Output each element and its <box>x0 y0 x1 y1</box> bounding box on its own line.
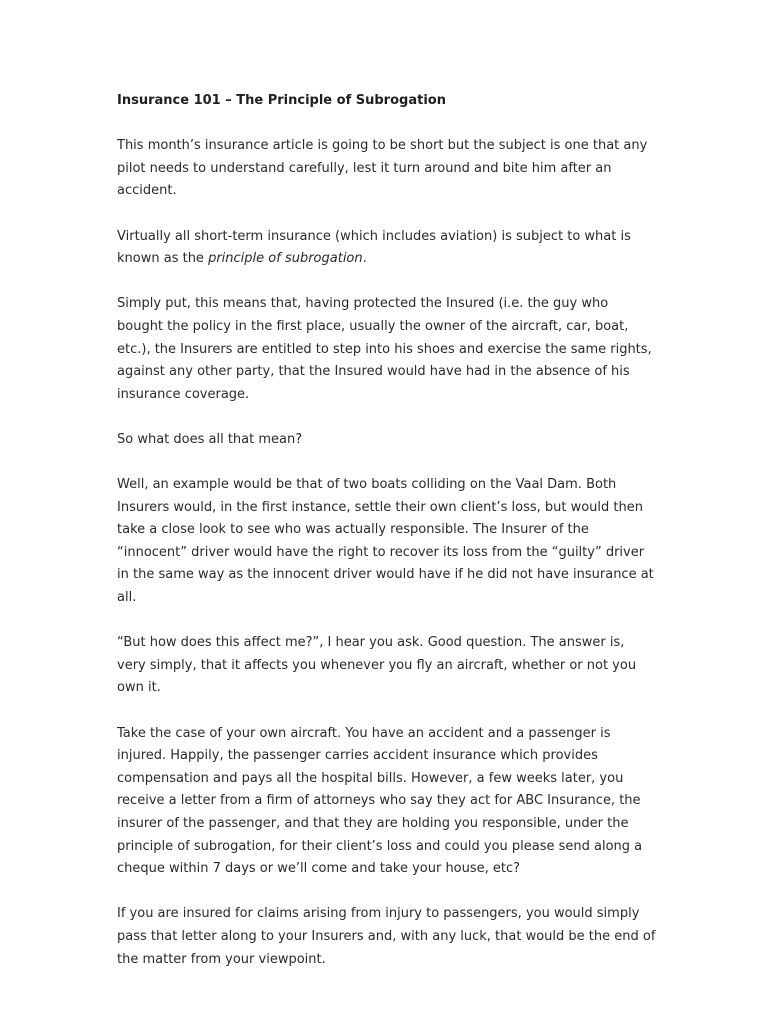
paragraph-subrogation-definition <box>117 226 657 271</box>
paragraph-explanation: Simply put, this means that, having protected the Insured (i.e. the guy who bought the policy in the first place, usually the owner of the aircraft, car, boat, etc.), the Insurers are entitled to step into his shoes and exercise the same rights, against any other party, that the Insured would have had in the absence of his insurance coverage. <box>117 296 652 402</box>
paragraph-affect-me: “But how does this affect me?”, I hear you ask. Good question. The answer is, very simply, that it affects you whenever you fly an aircraft, whether or not you own it. <box>117 635 637 696</box>
paragraph-boats-example: Well, an example would be that of two boats colliding on the Vaal Dam. Both Insurers would, in the first instance, settle their own client’s loss, but would then take a close look to see who was actually responsible. The Insurer of the “innocent” driver would have the right to recover its loss from the “guilty” driver in the same way as the innocent driver would have if he did not have insurance at all. <box>117 477 654 606</box>
page-title: Insurance 101 – The Principle of Subrogation <box>117 93 446 108</box>
paragraph-insured-claims: If you are insured for claims arising from injury to passengers, you would simply pass that letter along to your Insurers and, with any luck, that would be the end of the matter from your viewpoint. <box>117 906 656 967</box>
paragraph-own-aircraft: Take the case of your own aircraft. You have an accident and a passenger is injured. Happily, the passenger carries accident insurance which provides compensation and pays all the hospital bills. However, a few weeks later, you receive a letter from a firm of attorneys who say they act for ABC Insurance, the insurer of the passenger, and that they are holding you responsible, under the principle of subrogation, for their client’s loss and could you please send along a cheque within 7 days or we’ll come and take your house, etc? <box>117 725 643 877</box>
paragraph-intro: This month’s insurance article is going to be short but the subject is one that any pilot needs to understand carefully, lest it turn around and bite him after an accident. <box>117 138 648 199</box>
emphasis-text: principle of subrogation <box>208 251 363 267</box>
paragraph-text: Virtually all short-term insurance (which includes aviation) is subject to what is known as the <box>117 228 631 267</box>
document-body <box>117 90 657 994</box>
paragraph-question: So what does all that mean? <box>117 431 303 447</box>
paragraph-text: . <box>362 251 367 267</box>
